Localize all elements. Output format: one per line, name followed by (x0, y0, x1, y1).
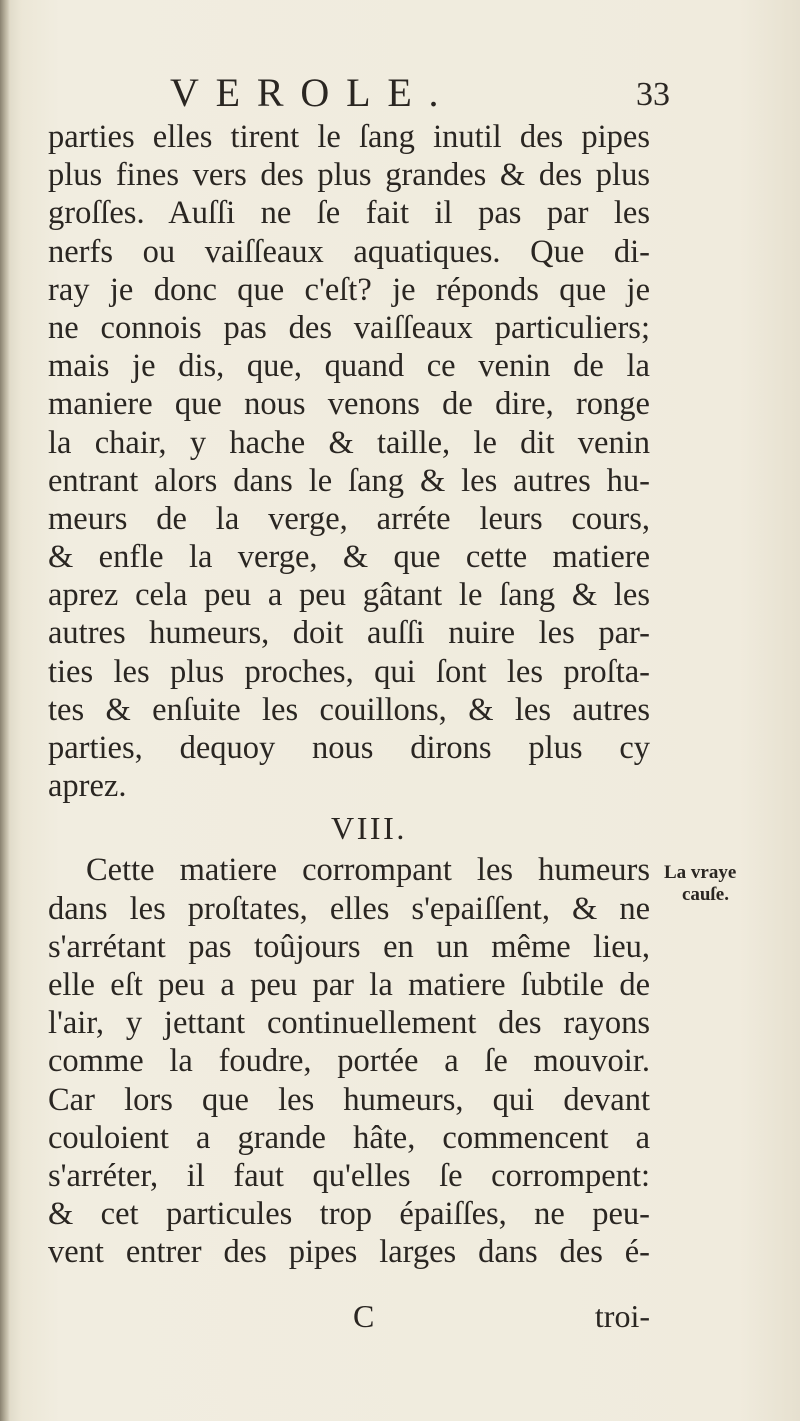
text-line: groſſes. Auſſi ne ſe fait il pas par les (48, 195, 650, 232)
margin-note (664, 862, 774, 906)
binding-shadow (0, 0, 10, 1421)
text-line: Car lors que les humeurs, qui devant (48, 1081, 650, 1118)
text-line: vent entrer des pipes larges dans des é- (48, 1234, 650, 1271)
text-line: la chair, y hache & taille, le dit venin (48, 424, 650, 461)
text-line: couloient a grande hâte, commencent a (48, 1119, 650, 1156)
text-line: & cet particules trop épaiſſes, ne peu- (48, 1196, 650, 1233)
page-header (170, 68, 690, 118)
text-line: aprez cela peu a peu gâtant le ſang & les (48, 577, 650, 614)
text-line: elle eſt peu a peu par la matiere ſubtile de (48, 966, 650, 1003)
text-line: ray je donc que c'eſt? je réponds que je (48, 271, 650, 308)
text-line: & enfle la verge, & que cette matiere (48, 539, 650, 576)
text-line: comme la foudre, portée a ſe mouvoir. (48, 1043, 650, 1080)
text-line: maniere que nous venons de dire, ronge (48, 386, 650, 423)
text-line: aprez. (48, 768, 127, 805)
text-line: parties elles tirent le ſang inutil des pipes (48, 119, 650, 155)
text-line: s'arréter, il faut qu'elles ſe corrompent: (48, 1157, 650, 1194)
running-title: VEROLE. (170, 70, 456, 115)
body-text (48, 118, 650, 1271)
page-footer (48, 1296, 650, 1336)
section-heading: VIII. (331, 810, 407, 847)
text-line: meurs de la verge, arréte leurs cours, (48, 500, 650, 537)
text-line: l'air, y jettant continuellement des rayons (48, 1005, 650, 1042)
text-line: Cette matiere corrompant les humeurs (86, 852, 650, 889)
page-number: 33 (636, 76, 670, 113)
text-line: dans les proſtates, elles s'epaiſſent, & ne (48, 890, 650, 927)
text-line: entrant alors dans le ſang & les autres hu- (48, 462, 650, 499)
text-line: parties, dequoy nous dirons plus cy (48, 730, 650, 766)
text-line: tes & enſuite les couillons, & les autres (48, 691, 650, 728)
text-line: nerfs ou vaiſſeaux aquatiques. Que di- (48, 233, 650, 270)
margin-note-line: cauſe. (682, 884, 729, 905)
text-line: autres humeurs, doit auſſi nuire les par- (48, 615, 650, 652)
text-line: plus fines vers des plus grandes & des plus (48, 157, 650, 194)
catchword: troi- (594, 1298, 650, 1334)
text-line: ne connois pas des vaiſſeaux particuliers; (48, 309, 650, 346)
margin-note-line: La vraye (664, 862, 737, 883)
text-line: s'arrétant pas toûjours en un même lieu, (48, 928, 650, 965)
text-line: ties les plus proches, qui ſont les proſta- (48, 653, 650, 690)
signature-mark: C (353, 1298, 375, 1334)
text-line: mais je dis, que, quand ce venin de la (48, 348, 650, 385)
